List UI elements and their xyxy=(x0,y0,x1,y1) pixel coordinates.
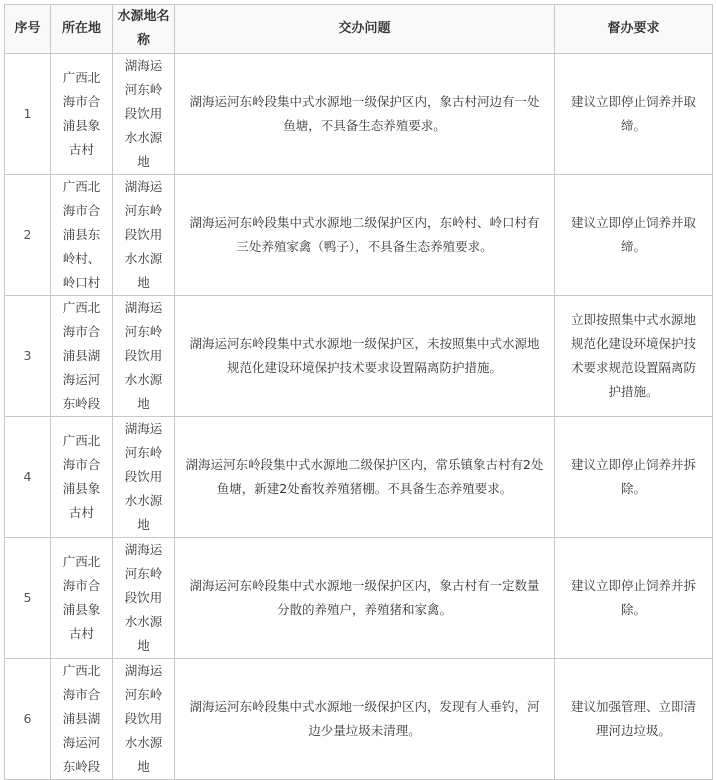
header-requirement: 督办要求 xyxy=(555,5,713,54)
row-problem: 湖海运河东岭段集中式水源地一级保护区内，象古村河边有一处鱼塘，不具备生态养殖要求。 xyxy=(175,54,555,175)
row-requirement: 建议立即停止饲养并取缔。 xyxy=(555,175,713,296)
table-row xyxy=(5,296,713,417)
row-problem: 湖海运河东岭段集中式水源地二级保护区内，东岭村、岭口村有三处养殖家禽（鸭子），不具备生态养殖要求。 xyxy=(175,175,555,296)
table-row xyxy=(5,659,713,780)
table-row xyxy=(5,538,713,659)
row-num: 5 xyxy=(5,538,51,659)
row-location: 广西北海市合浦县象古村 xyxy=(51,417,113,538)
row-requirement: 立即按照集中式水源地规范化建设环境保护技术要求规范设置隔离防护措施。 xyxy=(555,296,713,417)
row-requirement: 建议立即停止饲养并取缔。 xyxy=(555,54,713,175)
row-source: 湖海运河东岭段饮用水水源地 xyxy=(113,175,175,296)
row-num: 4 xyxy=(5,417,51,538)
supervision-table xyxy=(4,4,713,780)
row-num: 3 xyxy=(5,296,51,417)
row-requirement: 建议立即停止饲养并拆除。 xyxy=(555,538,713,659)
row-source: 湖海运河东岭段饮用水水源地 xyxy=(113,538,175,659)
row-problem: 湖海运河东岭段集中式水源地一级保护区，未按照集中式水源地规范化建设环境保护技术要求设置隔离防护措施。 xyxy=(175,296,555,417)
row-location: 广西北海市合浦县东岭村、岭口村 xyxy=(51,175,113,296)
row-problem: 湖海运河东岭段集中式水源地一级保护区内，象古村有一定数量分散的养殖户，养殖猪和家禽。 xyxy=(175,538,555,659)
row-source: 湖海运河东岭段饮用水水源地 xyxy=(113,54,175,175)
header-source: 水源地名称 xyxy=(113,5,175,54)
header-location: 所在地 xyxy=(51,5,113,54)
row-num: 6 xyxy=(5,659,51,780)
row-requirement: 建议立即停止饲养并拆除。 xyxy=(555,417,713,538)
header-num: 序号 xyxy=(5,5,51,54)
row-problem: 湖海运河东岭段集中式水源地一级保护区内，发现有人垂钓，河边少量垃圾未清理。 xyxy=(175,659,555,780)
row-source: 湖海运河东岭段饮用水水源地 xyxy=(113,659,175,780)
row-num: 1 xyxy=(5,54,51,175)
table-row xyxy=(5,175,713,296)
row-requirement: 建议加强管理、立即清理河边垃圾。 xyxy=(555,659,713,780)
row-source: 湖海运河东岭段饮用水水源地 xyxy=(113,417,175,538)
row-source: 湖海运河东岭段饮用水水源地 xyxy=(113,296,175,417)
header-problem: 交办问题 xyxy=(175,5,555,54)
row-num: 2 xyxy=(5,175,51,296)
table-row xyxy=(5,417,713,538)
row-location: 广西北海市合浦县湖海运河东岭段 xyxy=(51,659,113,780)
row-location: 广西北海市合浦县象古村 xyxy=(51,538,113,659)
table-row xyxy=(5,54,713,175)
table-header-row xyxy=(5,5,713,54)
row-location: 广西北海市合浦县象古村 xyxy=(51,54,113,175)
row-location: 广西北海市合浦县湖海运河东岭段 xyxy=(51,296,113,417)
row-problem: 湖海运河东岭段集中式水源地二级保护区内，常乐镇象古村有2处鱼塘，新建2处畜牧养殖猪棚。不具备生态养殖要求。 xyxy=(175,417,555,538)
